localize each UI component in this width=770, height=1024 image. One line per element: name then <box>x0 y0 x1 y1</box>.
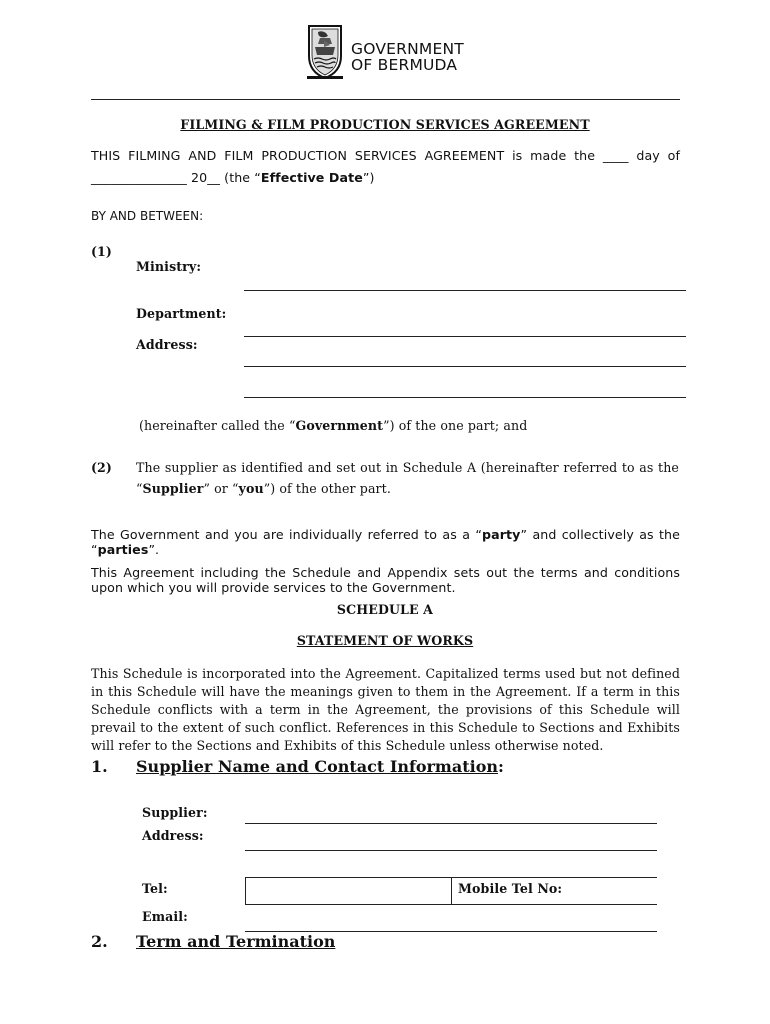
org-name <box>351 41 464 73</box>
party2-line-1: The supplier as identified and set out in Schedule A (hereinafter referred to as the <box>136 460 679 475</box>
parties-line-1: The Government and you are individually referred to as a “party” and collectively as the <box>91 527 680 542</box>
party2-number: (2) <box>91 460 112 475</box>
government-definition: (hereinafter called the “Government”) of the one part; and <box>139 418 528 433</box>
schedule-para-line-2: in this Schedule will have the meanings given to them in the Agreement. If a term in this <box>91 684 680 699</box>
tel-field[interactable] <box>245 904 657 905</box>
address-label: Address: <box>136 337 198 352</box>
tel-mobile-divider <box>451 877 452 904</box>
party2-line-2: “Supplier” or “you”) of the other part. <box>136 481 391 496</box>
tel-label: Tel: <box>142 881 168 896</box>
email-label: Email: <box>142 909 188 924</box>
effective-date-term: Effective Date <box>260 170 363 185</box>
department-field[interactable] <box>244 336 686 337</box>
party1-number: (1) <box>91 244 112 259</box>
intro-line-1: THIS FILMING AND FILM PRODUCTION SERVICES AGREEMENT is made the ____ day of <box>91 148 680 163</box>
supplier-field[interactable] <box>245 823 657 824</box>
supplier-label: Supplier: <box>142 805 208 820</box>
intro-line-2: _______________ 20__ (the “Effective Date”) <box>91 170 375 185</box>
header-divider <box>91 99 680 100</box>
schedule-para-line-3: Schedule conflicts with a term in the Agreement, the provisions of this Schedule will <box>91 702 680 717</box>
agreement-title: FILMING & FILM PRODUCTION SERVICES AGREEMENT <box>180 117 590 132</box>
tel-field-left-border <box>245 877 246 904</box>
parties-line-2: “parties”. <box>91 542 160 557</box>
schedule-para-line-5: will refer to the Sections and Exhibits of this Schedule unless otherwise noted. <box>91 738 604 753</box>
section1-heading: Supplier Name and Contact Information: <box>136 757 504 776</box>
department-label: Department: <box>136 306 227 321</box>
schedule-para-line-4: prevail to the extent of such conflict. References in this Schedule to Sections and Exhibits <box>91 720 680 735</box>
schedule-intro-line-1: This Agreement including the Schedule and Appendix sets out the terms and conditions <box>91 565 680 580</box>
supplier-term: Supplier <box>142 481 204 496</box>
ministry-field[interactable] <box>244 290 686 291</box>
section1-title: Supplier Name and Contact Information <box>136 757 498 776</box>
section2-title: Term and Termination <box>136 932 336 951</box>
coat-of-arms-icon <box>306 22 344 80</box>
schedule-subheading: STATEMENT OF WORKS <box>296 633 474 648</box>
by-and-between: BY AND BETWEEN: <box>91 209 204 223</box>
ministry-label: Ministry: <box>136 259 202 274</box>
schedule-para-line-1: This Schedule is incorporated into the Agreement. Capitalized terms used but not defined <box>91 666 680 681</box>
schedule-intro-line-2: upon which you will provide services to the Government. <box>91 580 456 595</box>
org-name-line2: OF BERMUDA <box>351 56 458 74</box>
section2-number: 2. <box>91 932 108 951</box>
address-field-line-2[interactable] <box>244 397 686 398</box>
party-term: party <box>482 527 521 542</box>
you-term: you <box>238 481 264 496</box>
parties-term: parties <box>97 542 149 557</box>
supplier-address-field-line-1[interactable] <box>245 850 657 851</box>
schedule-heading: SCHEDULE A <box>336 602 434 617</box>
government-logo <box>306 22 466 82</box>
supplier-address-label: Address: <box>142 828 204 843</box>
section1-number: 1. <box>91 757 108 776</box>
mobile-tel-label: Mobile Tel No: <box>458 881 563 896</box>
address-field-line-1[interactable] <box>244 366 686 367</box>
government-term: Government <box>295 418 384 433</box>
org-name-line1: GOVERNMENT <box>351 40 464 58</box>
